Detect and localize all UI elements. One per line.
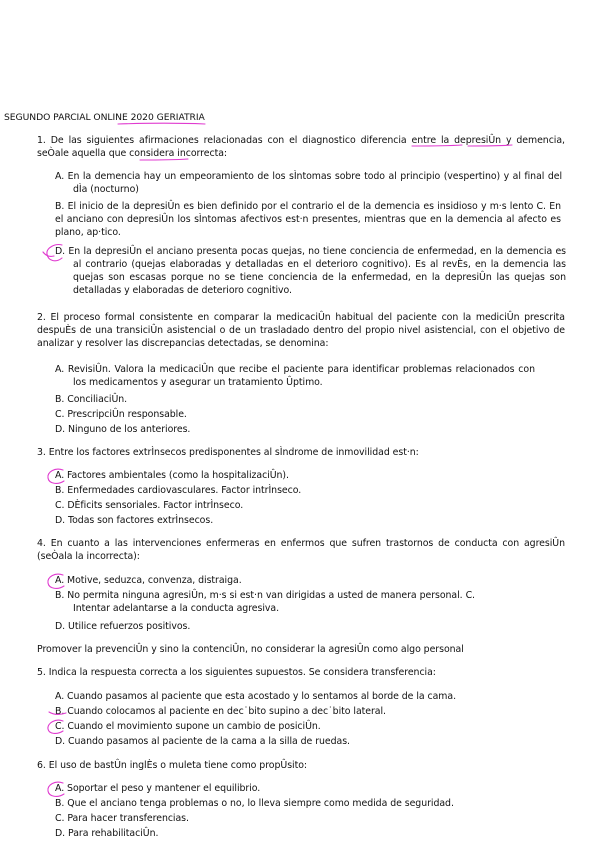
q5-option-d: D. Cuando pasamos al paciente de la cama a la silla de ruedas.	[55, 736, 350, 747]
q1-option-d: D. En la depresiÛn el anciano presenta pocas quejas, no tiene conciencia de enfermedad, en la demencia es al contrario (quejas elaboradas y detalladas en el deterioro cognitivo). Es al revÈs, en la demencia las quejas son escasas porque no se tiene conciencia de la enfermedad, en la depresiÛn las quejas son detalladas y elaboradas de deterioro cognitivo.	[55, 246, 566, 296]
q6-stem: 6. El uso de bastÛn inglÈs o muleta tiene como propÛsito:	[37, 760, 308, 771]
q4-option-b: B. No permita ninguna agresiÛn, m·s si est·n van dirigidas a usted de manera personal. C. Intentar adelantarse a la conducta agresiva.	[55, 590, 475, 614]
q1-option-b: B. El inicio de la depresiÛn es bien definido por el contrario el de la demencia es insidioso y m·s lento C. En el anciano con depresiÛn los sÌntomas afectivos est·n presentes, mientras que en la demencia al afecto es plano, ap·tico.	[55, 201, 561, 238]
q2-stem: 2. El proceso formal consistente en comparar la medicaciÛn habitual del paciente con la mediciÛn prescrita despuÈs de una transiciÛn asistencial o de un trasladado dentro del propio nivel asistencial, con el objetivo de analizar y resolver las discrepancias detectadas, se denomina:	[37, 312, 565, 349]
q2-option-a: A. RevisiÛn. Valora la medicaciÛn que recibe el paciente para identificar problemas relacionados con los medicamentos y asegurar un tratamiento Ûptimo.	[55, 364, 535, 388]
q2-option-b: B. ConciliaciÛn.	[55, 394, 128, 405]
q2-option-c: C. PrescripciÛn responsable.	[55, 409, 187, 420]
page-title: SEGUNDO PARCIAL ONLINE 2020 GERIATRIA	[4, 112, 205, 123]
q3-option-a: A. Factores ambientales (como la hospitalizaciÛn).	[55, 470, 289, 481]
q6-option-b: B. Que el anciano tenga problemas o no, lo lleva siempre como medida de seguridad.	[55, 798, 454, 809]
q5-option-c: C. Cuando el movimiento supone un cambio de posiciÛn.	[55, 721, 321, 732]
q3-option-c: C. DÈficits sensoriales. Factor intrÌnseco.	[55, 500, 244, 511]
q4-stem: 4. En cuanto a las intervenciones enfermeras en enfermos que sufren trastornos de conducta con agresiÛn (seÒala la incorrecta):	[37, 538, 565, 562]
q4-note: Promover la prevenciÛn y sino la contenciÛn, no considerar la agresiÛn como algo personal	[37, 644, 464, 655]
q6-option-d: D. Para rehabilitaciÛn.	[55, 828, 159, 839]
q6-option-c: C. Para hacer transferencias.	[55, 813, 189, 824]
q5-option-b: B. Cuando colocamos al paciente en dec˙bito supino a dec˙bito lateral.	[55, 706, 386, 717]
q4-option-a: A. Motive, seduzca, convenza, distraiga.	[55, 575, 242, 586]
q3-option-d: D. Todas son factores extrÌnsecos.	[55, 515, 214, 526]
q1-stem: 1. De las siguientes afirmaciones relacionadas con el diagnostico diferencia entre la depresiÛn y demencia, seÒale aquella que considera incorrecta:	[37, 135, 565, 159]
q6-option-a: A. Soportar el peso y mantener el equilibrio.	[55, 783, 261, 794]
q5-option-a: A. Cuando pasamos al paciente que esta acostado y lo sentamos al borde de la cama.	[55, 691, 457, 702]
q3-option-b: B. Enfermedades cardiovasculares. Factor intrÌnseco.	[55, 485, 302, 496]
q1-option-a: A. En la demencia hay un empeoramiento de los sÌntomas sobre todo al principio (vespertino) y al final del dÌa (nocturno)	[55, 171, 562, 195]
q5-stem: 5. Indica la respuesta correcta a los siguientes supuestos. Se considera transferencia:	[37, 667, 436, 678]
q1-d-tick	[43, 252, 54, 256]
q3-stem: 3. Entre los factores extrÌnsecos predisponentes al sÌndrome de inmovilidad est·n:	[37, 447, 419, 458]
q2-option-d: D. Ninguno de los anteriores.	[55, 424, 191, 435]
q4-option-d: D. Utilice refuerzos positivos.	[55, 621, 191, 632]
